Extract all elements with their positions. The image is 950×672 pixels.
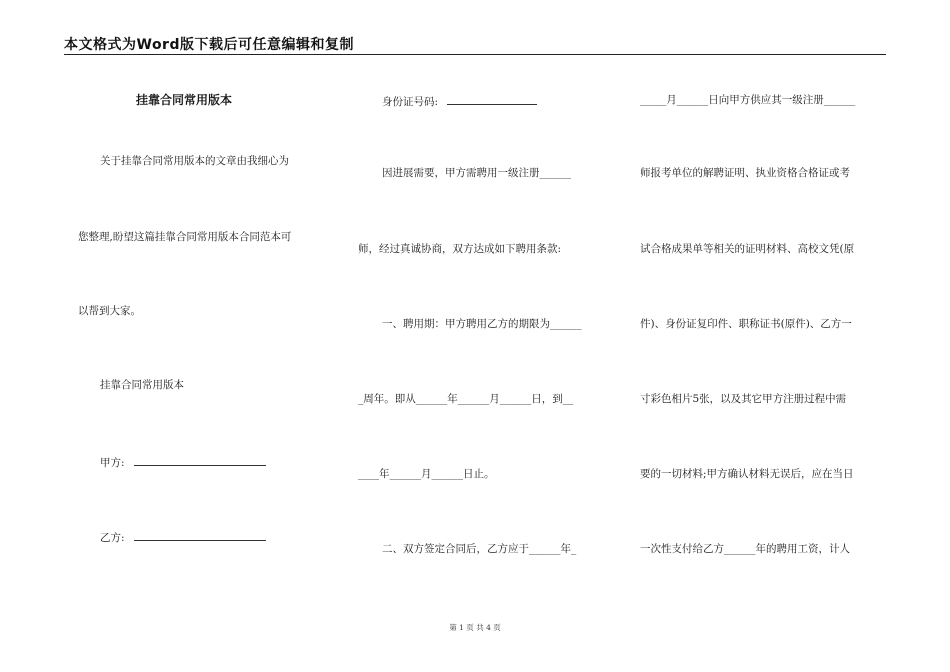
paragraph-line: 关于挂靠合同常用版本的文章由我细心为 — [100, 155, 289, 167]
party-a-label: 甲方: — [100, 457, 125, 469]
paragraph-line: 师，经过真诚协商，双方达成如下聘用条款: — [358, 243, 562, 255]
id-number-field — [382, 93, 537, 109]
paragraph-line: 件)、身份证复印件、职称证书(原件)、乙方一 — [640, 318, 852, 330]
party-b-blank — [134, 529, 266, 541]
id-number-label: 身份证号码: — [382, 96, 439, 108]
paragraph-line: 一次性支付给乙方______年的聘用工资，计人 — [640, 543, 850, 555]
paragraph-line: 二、双方签定合同后，乙方应于______年_ — [382, 543, 577, 555]
page-footer: 第 1 页 共 4 页 — [449, 623, 501, 632]
column-1 — [78, 84, 328, 584]
paragraph-line: 因进展需要，甲方需聘用一级注册______ — [382, 167, 571, 179]
paragraph-line: _周年。即从______年______月______日，到__ — [358, 393, 574, 405]
paragraph-line: 师报考单位的解聘证明、执业资格合格证或考 — [640, 167, 850, 179]
party-b-field — [100, 529, 266, 545]
document-header — [64, 30, 886, 55]
paragraph-line: 试合格成果单等相关的证明材料、高校文凭(原 — [640, 243, 855, 255]
party-b-label: 乙方: — [100, 532, 125, 544]
column-3 — [640, 84, 890, 584]
header-banner: 本文格式为Word版下载后可任意编辑和复制 — [64, 37, 354, 53]
paragraph-line: 您整理,盼望这篇挂靠合同常用版本合同范本可 — [78, 231, 292, 243]
paragraph-line: 要的一切材料;甲方确认材料无误后，应在当日 — [640, 468, 854, 480]
section-heading: 挂靠合同常用版本 — [100, 379, 184, 391]
paragraph-line: 寸彩色相片5张，以及其它甲方注册过程中需 — [640, 393, 847, 405]
document-title: 挂靠合同常用版本 — [136, 93, 233, 107]
column-2 — [358, 84, 612, 584]
paragraph-line: 一、聘用期：甲方聘用乙方的期限为______ — [382, 318, 582, 330]
party-a-blank — [134, 454, 266, 466]
paragraph-line: _____月______日向甲方供应其一级注册______ — [640, 94, 856, 106]
paragraph-line: ____年______月______日止。 — [358, 468, 495, 480]
party-a-field — [100, 454, 266, 470]
paragraph-line: 以帮到大家。 — [78, 305, 141, 317]
id-number-blank — [447, 93, 537, 105]
